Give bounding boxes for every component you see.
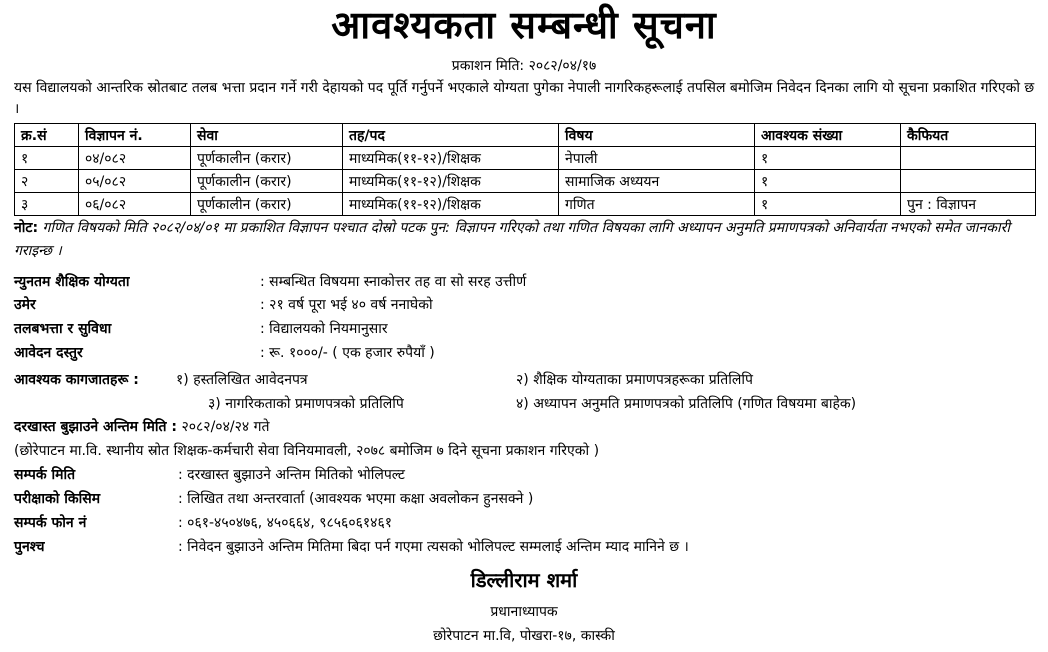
col-ad-number: विज्ञापन नं. — [79, 124, 191, 147]
note-paragraph — [14, 217, 1038, 263]
requirement-fee — [14, 342, 435, 364]
cell-required-count: १ — [755, 170, 901, 193]
cell-level-post: माध्यमिक(११-१२)/शिक्षक — [343, 193, 559, 216]
contact-value: : निवेदन बुझाउने अन्तिम मितिमा बिदा पर्न गएमा त्यसको भोलिपल्ट सम्मलाई अन्तिम म्याद मानिने छ । — [178, 539, 689, 555]
cell-remarks: पुन : विज्ञापन — [901, 193, 1036, 216]
col-remarks: कैफियत — [901, 124, 1036, 147]
contact-label: परीक्षाको किसिम — [14, 491, 101, 507]
requirement-label: तलबभत्ता र सुविधा — [14, 321, 112, 337]
requirement-label: उमेर — [14, 297, 36, 313]
document-item: १) हस्तलिखित आवेदनपत्र — [176, 372, 308, 388]
cell-subject: गणित — [559, 193, 755, 216]
signatory-name: डिल्लीराम शर्मा — [470, 568, 578, 592]
regulation-note: (छोरेपाटन मा.वि. स्थानीय स्रोत शिक्षक-कर्मचारी सेवा विनियमावली, २०७८ बमोजिम ७ दिने सूचना प्रकाशन गरिएको ) — [14, 443, 600, 459]
table-header-row — [15, 124, 1036, 147]
cell-level-post: माध्यमिक(११-१२)/शिक्षक — [343, 147, 559, 170]
cell-ad-number: ०४/०८२ — [79, 147, 191, 170]
col-service: सेवा — [191, 124, 343, 147]
deadline-label: दरखास्त बुझाउने अन्तिम मिति : — [14, 419, 177, 435]
school-address: छोरेपाटन मा.वि, पोखरा-१७, कास्की — [433, 628, 615, 644]
contact-label: सम्पर्क फोन नं — [14, 515, 87, 531]
requirement-salary — [14, 318, 388, 340]
requirement-value: : २१ वर्ष पूरा भई ४० वर्ष ननाघेको — [260, 297, 433, 313]
cell-serial: १ — [15, 147, 79, 170]
notice-title: आवश्यकता सम्बन्धी सूचना — [331, 3, 717, 47]
requirement-qualification — [14, 271, 527, 293]
contact-label: पुनश्च — [14, 539, 45, 555]
publication-date: प्रकाशन मिति: २०८२/०४/१७ — [451, 58, 597, 74]
cell-level-post: माध्यमिक(११-१२)/शिक्षक — [343, 170, 559, 193]
cell-ad-number: ०६/०८२ — [79, 193, 191, 216]
contact-phone — [14, 512, 393, 534]
exam-type — [14, 488, 534, 510]
cell-required-count: १ — [755, 193, 901, 216]
cell-subject: नेपाली — [559, 147, 755, 170]
col-serial: क्र.सं — [15, 124, 79, 147]
vacancy-table — [14, 123, 1036, 216]
cell-subject: सामाजिक अध्ययन — [559, 170, 755, 193]
cell-remarks — [901, 147, 1036, 170]
contact-value: : ०६१-४५०४७६, ४५०६६४, ९८५६०६१४६१ — [178, 515, 393, 531]
cell-service: पूर्णकालीन (करार) — [191, 147, 343, 170]
requirement-age — [14, 294, 433, 316]
requirement-value: : सम्बन्धित विषयमा स्नाकोत्तर तह वा सो सरह उत्तीर्ण — [260, 274, 527, 290]
table-row — [15, 170, 1036, 193]
note-text: गणित विषयको मिति २०८२/०४/०१ मा प्रकाशित विज्ञापन पश्चात दोस्रो पटक पुन: विज्ञापन गरिएको तथा गणित विषयका लागि अध्यापन अनुमति प्रमाणपत्रको अनिवार्यता नभएको समेत जानकारी गराइन्छ । — [14, 220, 1011, 259]
cell-required-count: १ — [755, 147, 901, 170]
requirement-value: : विद्यालयको नियमानुसार — [260, 321, 388, 337]
documents-label: आवश्यक कागजातहरू : — [14, 372, 139, 388]
document-item: ४) अध्यापन अनुमति प्रमाणपत्रको प्रतिलिपि (गणित विषयमा बाहेक) — [516, 396, 857, 412]
postscript — [14, 536, 689, 558]
cell-serial: २ — [15, 170, 79, 193]
document-item: २) शैक्षिक योग्यताका प्रमाणपत्रहरूका प्रतिलिपि — [516, 372, 753, 388]
table-row — [15, 193, 1036, 216]
requirement-value: : रू. १०००/- ( एक हजार रुपैयाँ ) — [260, 345, 435, 361]
note-label: नोट: — [14, 220, 39, 236]
required-documents — [14, 370, 1038, 420]
cell-service: पूर्णकालीन (करार) — [191, 170, 343, 193]
table-row — [15, 147, 1036, 170]
intro-paragraph: यस विद्यालयको आन्तरिक स्रोतबाट तलब भत्ता प्रदान गर्ने गरी देहायको पद पूर्ति गर्नुपर्ने भएकाले योग्यता पुगेका नेपाली नागरिकहरूलाई तपसिल बमोजिम निवेदन दिनका लागि यो सूचना प्रकाशित गरिएको छ । — [14, 80, 1035, 117]
contact-value: : लिखित तथा अन्तरवार्ता (आवश्यक भएमा कक्षा अवलोकन हुनसक्ने ) — [178, 491, 534, 507]
requirement-label: न्युनतम शैक्षिक योग्यता — [14, 274, 130, 290]
contact-label: सम्पर्क मिति — [14, 467, 76, 483]
cell-ad-number: ०५/०८२ — [79, 170, 191, 193]
document-item: ३) नागरिकताको प्रमाणपत्रको प्रतिलिपि — [208, 396, 404, 412]
signatory-role: प्रधानाध्यापक — [490, 604, 558, 620]
col-required-count: आवश्यक संख्या — [755, 124, 901, 147]
deadline-value: २०८२/०४/२४ गते — [177, 419, 270, 435]
cell-serial: ३ — [15, 193, 79, 216]
contact-value: : दरखास्त बुझाउने अन्तिम मितिको भोलिपल्ट — [178, 467, 405, 483]
col-level-post: तह/पद — [343, 124, 559, 147]
cell-service: पूर्णकालीन (करार) — [191, 193, 343, 216]
cell-remarks — [901, 170, 1036, 193]
requirement-label: आवेदन दस्तुर — [14, 345, 83, 361]
contact-date — [14, 464, 405, 486]
deadline — [14, 416, 269, 438]
col-subject: विषय — [559, 124, 755, 147]
